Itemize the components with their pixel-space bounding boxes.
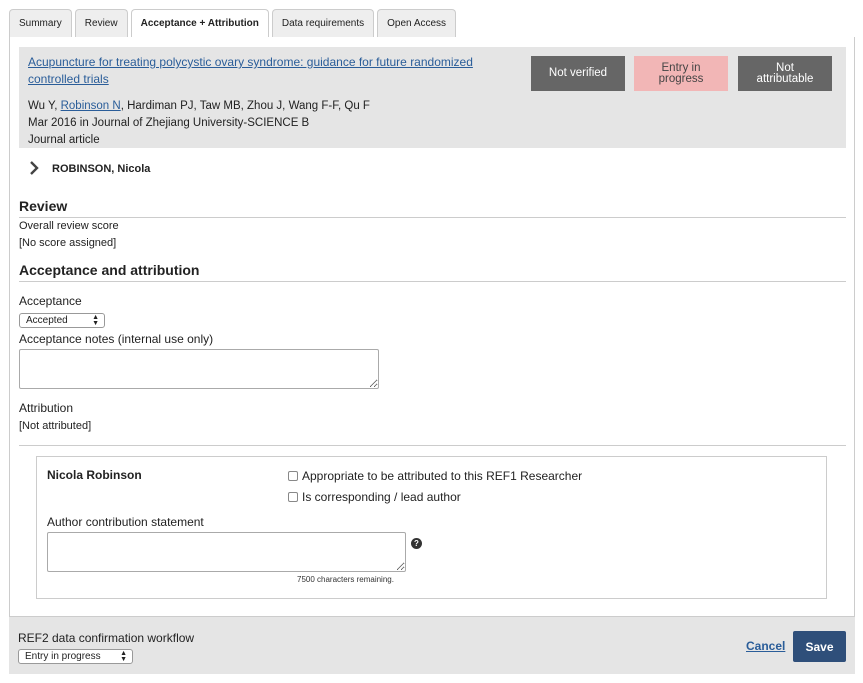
status-badge-progress: Entry in progress (634, 56, 728, 91)
review-score-value: [No score assigned] (19, 237, 117, 249)
researcher-attribution-box (36, 456, 827, 599)
acceptance-select[interactable] (19, 313, 105, 328)
statement-label: Author contribution statement (47, 515, 204, 529)
tab-bar (9, 9, 456, 37)
workflow-select-value: Entry in progress (25, 651, 101, 662)
section-divider (19, 445, 846, 446)
review-score-label: Overall review score (19, 220, 119, 232)
workflow-select[interactable] (18, 649, 133, 664)
select-arrows-icon: ▲ ▼ (92, 314, 99, 327)
save-button[interactable]: Save (793, 631, 846, 662)
authors-after: , Hardiman PJ, Taw MB, Zhou J, Wang F-F, Qu F (120, 100, 370, 112)
author-link-robinson[interactable]: Robinson N (60, 100, 121, 112)
select-arrows-icon: ▲ ▼ (120, 650, 127, 663)
attributed-checkbox-label[interactable]: Appropriate to be attributed to this REF1 Researcher (302, 469, 583, 483)
tab-review[interactable]: Review (75, 9, 128, 37)
statement-field[interactable] (47, 532, 406, 572)
tab-data-requirements[interactable]: Data requirements (272, 9, 374, 37)
researcher-toggle-name[interactable]: ROBINSON, Nicola (52, 163, 151, 175)
chevron-right-icon[interactable] (29, 161, 39, 175)
tab-open-access[interactable]: Open Access (377, 9, 456, 37)
authors-before: Wu Y, (28, 100, 61, 112)
chars-remaining: 7500 characters remaining. (297, 575, 394, 584)
question-icon[interactable]: ? (411, 538, 422, 549)
tab-panel (9, 37, 855, 617)
acceptance-heading: Acceptance and attribution (19, 262, 846, 282)
attribution-label: Attribution (19, 401, 74, 415)
attributed-checkbox-row[interactable] (288, 469, 582, 483)
output-publication: Mar 2016 in Journal of Zhejiang University-SCIENCE B (28, 117, 310, 129)
review-heading: Review (19, 198, 846, 218)
output-summary-box (19, 47, 846, 148)
researcher-name: Nicola Robinson (47, 468, 142, 482)
corresponding-checkbox-label[interactable]: Is corresponding / lead author (302, 490, 461, 504)
output-title-link[interactable]: Acupuncture for treating polycystic ovary syndrome: guidance for future randomized controlled trials (28, 55, 473, 86)
workflow-label: REF2 data confirmation workflow (18, 631, 195, 645)
corresponding-checkbox-row[interactable] (288, 490, 461, 504)
status-badge-attribution: Not attributable (738, 56, 832, 91)
status-badge-verified: Not verified (531, 56, 625, 91)
acceptance-label: Acceptance (19, 294, 82, 308)
attributed-checkbox[interactable] (288, 471, 298, 481)
corresponding-checkbox[interactable] (288, 492, 298, 502)
tab-acceptance-attribution[interactable]: Acceptance + Attribution (131, 9, 269, 38)
cancel-link[interactable]: Cancel (746, 639, 786, 653)
footer-bar (9, 617, 855, 674)
acceptance-select-value: Accepted (26, 315, 68, 326)
acceptance-notes-label: Acceptance notes (internal use only) (19, 332, 214, 346)
output-type: Journal article (28, 134, 100, 146)
tab-summary[interactable]: Summary (9, 9, 72, 37)
acceptance-notes-field[interactable] (19, 349, 379, 389)
attribution-value: [Not attributed] (19, 420, 92, 432)
output-authors (28, 100, 370, 112)
